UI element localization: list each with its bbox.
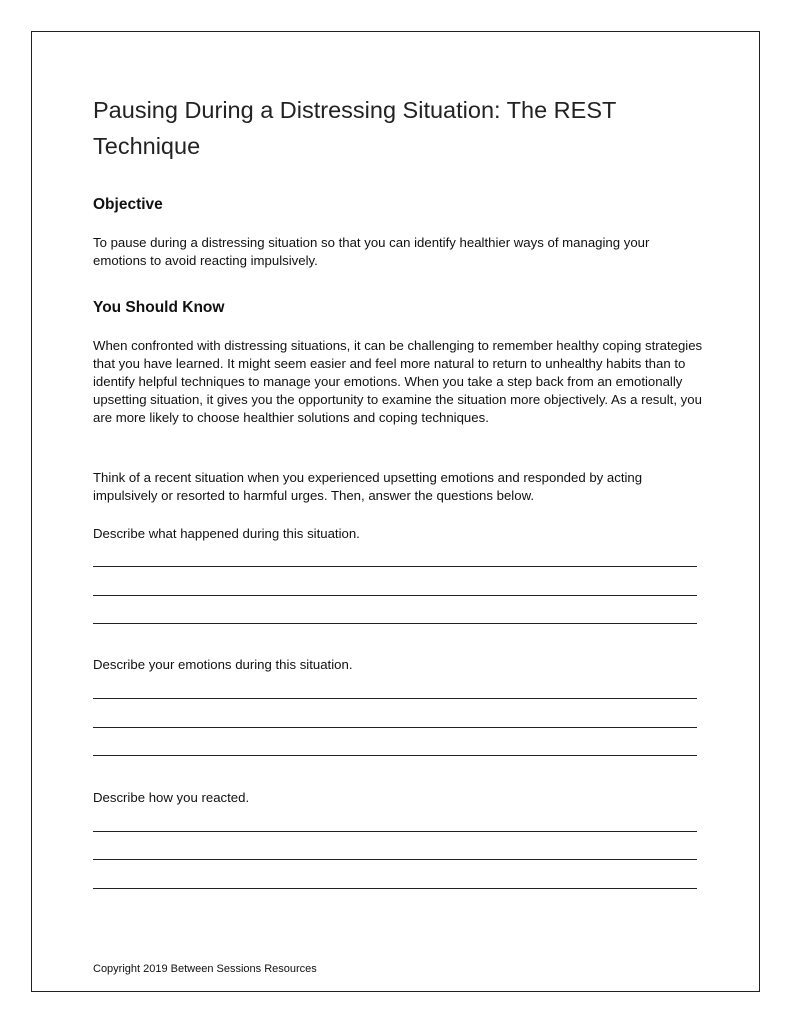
answer-line[interactable]	[93, 698, 697, 699]
objective-text: To pause during a distressing situation so that you can identify healthier ways of managing your emotions to avoid reacting impulsively.	[93, 235, 650, 268]
copyright-footer: Copyright 2019 Between Sessions Resources	[93, 963, 317, 975]
answer-line[interactable]	[93, 755, 697, 756]
answer-line[interactable]	[93, 623, 697, 624]
answer-line[interactable]	[93, 831, 697, 832]
question-2-prompt: Describe your emotions during this situation.	[93, 657, 353, 672]
answer-line[interactable]	[93, 727, 697, 728]
question-3-prompt: Describe how you reacted.	[93, 790, 250, 805]
objective-heading: Objective	[93, 196, 163, 213]
page-border	[31, 31, 760, 992]
page-title: Pausing During a Distressing Situation: The REST Technique	[93, 97, 616, 159]
question-1-prompt: Describe what happened during this situation.	[93, 526, 360, 541]
answer-line[interactable]	[93, 859, 697, 860]
answer-line[interactable]	[93, 566, 697, 567]
you-should-know-heading: You Should Know	[93, 299, 225, 316]
answer-line[interactable]	[93, 595, 697, 596]
you-should-know-paragraph-1: When confronted with distressing situations, it can be challenging to remember healthy coping strategies that you have learned. It might seem easier and feel more natural to return to unhealthy habits than to identify helpful techniques to manage your emotions. When you take a step back from an emotionally upsetting situation, it gives you the opportunity to examine the situation more objectively. As a result, you are more likely to choose healthier solutions and coping techniques.	[93, 338, 703, 425]
answer-line[interactable]	[93, 888, 697, 889]
you-should-know-paragraph-2: Think of a recent situation when you experienced upsetting emotions and responded by acting impulsively or resorted to harmful urges. Then, answer the questions below.	[93, 470, 643, 503]
